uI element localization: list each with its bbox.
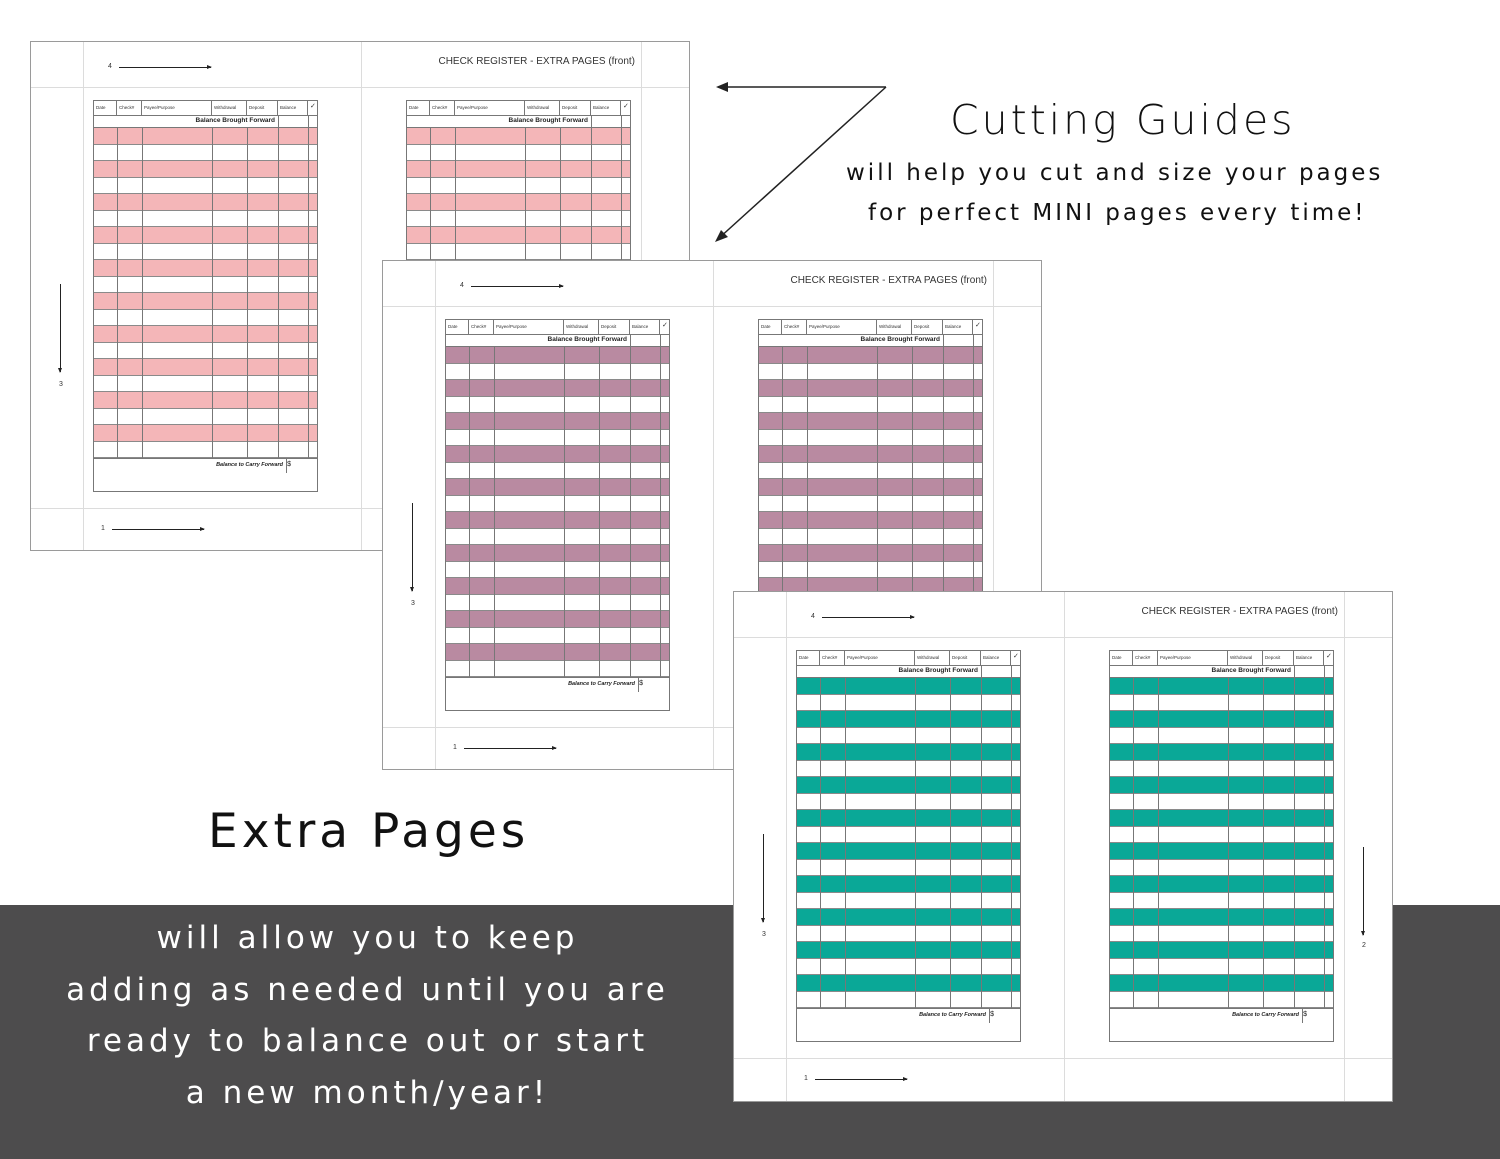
sheet-title: CHECK REGISTER - EXTRA PAGES (front) <box>1141 606 1338 617</box>
column-divider <box>1011 678 1012 1008</box>
table-row <box>797 909 1020 926</box>
column-header: Deposit <box>1263 651 1294 665</box>
table-row <box>446 446 669 463</box>
balance-brought-forward-label: Balance Brought Forward <box>860 336 940 343</box>
table-row <box>759 380 982 397</box>
table-row <box>94 194 317 211</box>
column-header: Withdrawal <box>915 651 950 665</box>
column-header: Date <box>407 101 430 115</box>
table-row <box>94 310 317 327</box>
column-divider <box>981 678 982 1008</box>
table-row <box>1110 992 1333 1009</box>
column-header: Check# <box>820 651 845 665</box>
table-row <box>1110 909 1333 926</box>
column-header: ✓ <box>1013 653 1019 660</box>
page-marker-bottom: 1 <box>804 1075 808 1082</box>
table-row <box>797 926 1020 943</box>
table-row <box>94 178 317 195</box>
column-header: Date <box>446 320 469 334</box>
table-row <box>446 380 669 397</box>
column-divider <box>950 678 951 1008</box>
register-table <box>93 100 318 492</box>
register-rows <box>1110 678 1333 1008</box>
table-row <box>446 347 669 364</box>
arrow-down-icon <box>1363 847 1364 935</box>
cut-guide <box>435 261 436 769</box>
column-header: Deposit <box>950 651 981 665</box>
column-header: Payee/Purpose <box>455 101 525 115</box>
register-rows <box>797 678 1020 1008</box>
sheet-teal <box>733 591 1393 1102</box>
table-row <box>1110 695 1333 712</box>
table-row <box>94 326 317 343</box>
balance-brought-forward-label: Balance Brought Forward <box>547 336 627 343</box>
table-row <box>94 409 317 426</box>
column-divider <box>630 347 631 677</box>
column-header: Withdrawal <box>877 320 912 334</box>
extra-pages-line-4: a new month/year! <box>185 1075 550 1111</box>
table-row <box>94 128 317 145</box>
table-row <box>407 227 630 244</box>
register-table <box>445 319 670 711</box>
column-header: Payee/Purpose <box>807 320 877 334</box>
arrow-right-icon <box>119 67 211 68</box>
column-divider <box>1133 678 1134 1008</box>
column-divider <box>1228 678 1229 1008</box>
column-header: Date <box>94 101 117 115</box>
balance-carry-forward-row <box>446 677 669 692</box>
table-row <box>1110 810 1333 827</box>
page-marker-bottom: 1 <box>453 744 457 751</box>
table-row <box>407 194 630 211</box>
column-divider <box>117 128 118 458</box>
cut-guide <box>1064 592 1065 1101</box>
table-row <box>759 479 982 496</box>
table-row <box>797 711 1020 728</box>
table-row <box>759 430 982 447</box>
currency-symbol: $ <box>287 461 291 468</box>
register-header <box>94 101 317 116</box>
register-rows <box>446 347 669 677</box>
column-header: Date <box>797 651 820 665</box>
table-row <box>446 397 669 414</box>
page-marker-right: 2 <box>1362 942 1366 949</box>
table-row <box>1110 959 1333 976</box>
table-row <box>797 794 1020 811</box>
table-row <box>797 728 1020 745</box>
table-row <box>797 678 1020 695</box>
page-marker-bottom: 1 <box>101 525 105 532</box>
currency-symbol: $ <box>1303 1011 1307 1018</box>
balance-brought-forward-row <box>446 334 669 347</box>
column-header: Payee/Purpose <box>1158 651 1228 665</box>
column-header: Date <box>1110 651 1133 665</box>
table-row <box>94 359 317 376</box>
column-divider <box>142 128 143 458</box>
register-table <box>1109 650 1334 1042</box>
column-header: Deposit <box>247 101 278 115</box>
column-header: Balance <box>278 101 308 115</box>
arrow-down-icon <box>412 503 413 591</box>
table-row <box>94 211 317 228</box>
column-divider <box>599 347 600 677</box>
table-row <box>1110 794 1333 811</box>
cut-guide <box>83 42 84 550</box>
balance-carry-forward-label: Balance to Carry Forward <box>1232 1012 1299 1018</box>
column-divider <box>1158 678 1159 1008</box>
table-row <box>797 777 1020 794</box>
arrow-right-icon <box>471 286 563 287</box>
column-divider <box>1294 678 1295 1008</box>
column-divider <box>1324 678 1325 1008</box>
column-header: Payee/Purpose <box>494 320 564 334</box>
column-divider <box>915 678 916 1008</box>
table-row <box>94 145 317 162</box>
column-header: Payee/Purpose <box>142 101 212 115</box>
balance-brought-forward-label: Balance Brought Forward <box>508 117 588 124</box>
table-row <box>797 695 1020 712</box>
column-divider <box>494 347 495 677</box>
column-header: Deposit <box>599 320 630 334</box>
balance-carry-forward-row <box>94 458 317 473</box>
table-row <box>797 876 1020 893</box>
cut-guide <box>361 42 362 550</box>
table-row <box>759 463 982 480</box>
register-header <box>446 320 669 335</box>
balance-carry-forward-label: Balance to Carry Forward <box>919 1012 986 1018</box>
table-row <box>446 644 669 661</box>
column-header: ✓ <box>975 322 981 329</box>
table-row <box>407 178 630 195</box>
table-row <box>94 425 317 442</box>
column-header: ✓ <box>310 103 316 110</box>
table-row <box>797 860 1020 877</box>
table-row <box>94 376 317 393</box>
column-header: Deposit <box>912 320 943 334</box>
table-row <box>759 413 982 430</box>
extra-pages-line-1: will allow you to keep <box>156 920 579 956</box>
table-row <box>407 145 630 162</box>
table-row <box>446 595 669 612</box>
register-header <box>759 320 982 335</box>
currency-symbol: $ <box>639 680 643 687</box>
column-divider <box>212 128 213 458</box>
column-header: Withdrawal <box>525 101 560 115</box>
table-row <box>94 343 317 360</box>
table-row <box>1110 926 1333 943</box>
column-header: Check# <box>117 101 142 115</box>
table-row <box>797 827 1020 844</box>
cut-guide <box>786 592 787 1101</box>
table-row <box>1110 827 1333 844</box>
table-row <box>1110 942 1333 959</box>
table-row <box>759 496 982 513</box>
column-header: ✓ <box>623 103 629 110</box>
table-row <box>446 430 669 447</box>
table-row <box>797 959 1020 976</box>
arrowhead-icon <box>716 82 728 92</box>
column-header: Balance <box>591 101 621 115</box>
table-row <box>759 512 982 529</box>
column-divider <box>278 128 279 458</box>
extra-pages-line-2: adding as needed until you are <box>66 972 669 1008</box>
balance-brought-forward-row <box>759 334 982 347</box>
table-row <box>797 761 1020 778</box>
table-row <box>1110 876 1333 893</box>
table-row <box>94 277 317 294</box>
table-row <box>759 397 982 414</box>
table-row <box>797 942 1020 959</box>
table-row <box>446 496 669 513</box>
table-row <box>1110 678 1333 695</box>
column-header: ✓ <box>662 322 668 329</box>
table-row <box>797 893 1020 910</box>
column-header: Check# <box>430 101 455 115</box>
table-row <box>759 545 982 562</box>
table-row <box>1110 728 1333 745</box>
table-row <box>759 562 982 579</box>
balance-brought-forward-row <box>797 665 1020 678</box>
table-row <box>407 244 630 261</box>
table-row <box>759 446 982 463</box>
balance-brought-forward-row <box>94 115 317 128</box>
table-row <box>446 364 669 381</box>
table-row <box>797 992 1020 1009</box>
table-row <box>797 843 1020 860</box>
cut-guide <box>1344 592 1345 1101</box>
arrow-right-icon <box>822 617 914 618</box>
table-row <box>446 562 669 579</box>
table-row <box>759 364 982 381</box>
table-row <box>1110 860 1333 877</box>
table-row <box>446 512 669 529</box>
cut-guide <box>734 637 1392 638</box>
currency-symbol: $ <box>990 1011 994 1018</box>
cutting-guides-title: Cutting Guides <box>950 96 1296 144</box>
arrow-right-icon <box>112 529 204 530</box>
table-row <box>446 463 669 480</box>
cut-guide <box>31 87 689 88</box>
page-marker-left: 3 <box>411 600 415 607</box>
column-divider <box>564 347 565 677</box>
cutting-guides-line-1: will help you cut and size your pages <box>846 160 1384 186</box>
column-divider <box>845 678 846 1008</box>
table-row <box>94 392 317 409</box>
table-row <box>94 161 317 178</box>
table-row <box>797 975 1020 992</box>
table-row <box>446 413 669 430</box>
arrow-right-icon <box>464 748 556 749</box>
cutting-guides-line-2: for perfect MINI pages every time! <box>868 200 1367 226</box>
column-header: Balance <box>981 651 1011 665</box>
table-row <box>94 293 317 310</box>
register-rows <box>94 128 317 458</box>
arrow-down-icon <box>60 284 61 372</box>
extra-pages-title: Extra Pages <box>208 804 530 859</box>
table-row <box>446 479 669 496</box>
balance-carry-forward-label: Balance to Carry Forward <box>568 681 635 687</box>
table-row <box>1110 761 1333 778</box>
table-row <box>797 744 1020 761</box>
table-row <box>407 161 630 178</box>
table-row <box>94 260 317 277</box>
balance-carry-forward-label: Balance to Carry Forward <box>216 462 283 468</box>
register-table <box>796 650 1021 1042</box>
column-divider <box>820 678 821 1008</box>
table-row <box>94 442 317 459</box>
column-divider <box>660 347 661 677</box>
balance-brought-forward-label: Balance Brought Forward <box>898 667 978 674</box>
table-row <box>94 244 317 261</box>
table-row <box>1110 975 1333 992</box>
column-divider <box>1263 678 1264 1008</box>
table-row <box>407 128 630 145</box>
page-marker-top: 4 <box>108 63 112 70</box>
table-row <box>1110 744 1333 761</box>
register-header <box>407 101 630 116</box>
column-header: Check# <box>1133 651 1158 665</box>
column-header: Withdrawal <box>564 320 599 334</box>
page-marker-left: 3 <box>762 931 766 938</box>
balance-carry-forward-row <box>797 1008 1020 1023</box>
column-header: Withdrawal <box>212 101 247 115</box>
column-divider <box>469 347 470 677</box>
table-row <box>797 810 1020 827</box>
page-marker-left: 3 <box>59 381 63 388</box>
column-divider <box>247 128 248 458</box>
balance-carry-forward-row <box>1110 1008 1333 1023</box>
table-row <box>1110 777 1333 794</box>
table-row <box>1110 711 1333 728</box>
table-row <box>407 211 630 228</box>
table-row <box>1110 843 1333 860</box>
column-header: Balance <box>1294 651 1324 665</box>
table-row <box>446 628 669 645</box>
table-row <box>446 529 669 546</box>
column-header: Balance <box>630 320 660 334</box>
table-row <box>94 227 317 244</box>
table-row <box>446 611 669 628</box>
cut-guide <box>383 306 1041 307</box>
extra-pages-line-3: ready to balance out or start <box>86 1023 649 1059</box>
table-row <box>1110 893 1333 910</box>
table-row <box>446 578 669 595</box>
arrow-right-icon <box>815 1079 907 1080</box>
column-header: Balance <box>943 320 973 334</box>
column-header: Deposit <box>560 101 591 115</box>
register-header <box>797 651 1020 666</box>
sheet-title: CHECK REGISTER - EXTRA PAGES (front) <box>438 56 635 67</box>
balance-brought-forward-row <box>1110 665 1333 678</box>
column-header: Date <box>759 320 782 334</box>
balance-brought-forward-row <box>407 115 630 128</box>
table-row <box>446 545 669 562</box>
sheet-title: CHECK REGISTER - EXTRA PAGES (front) <box>790 275 987 286</box>
column-header: Payee/Purpose <box>845 651 915 665</box>
balance-brought-forward-label: Balance Brought Forward <box>195 117 275 124</box>
cut-guide <box>713 261 714 769</box>
page-marker-top: 4 <box>811 613 815 620</box>
column-divider <box>308 128 309 458</box>
column-header: Check# <box>469 320 494 334</box>
cut-guide <box>734 1058 1392 1059</box>
table-row <box>759 347 982 364</box>
register-header <box>1110 651 1333 666</box>
arrow-down-icon <box>763 834 764 922</box>
balance-brought-forward-label: Balance Brought Forward <box>1211 667 1291 674</box>
column-header: Withdrawal <box>1228 651 1263 665</box>
page-marker-top: 4 <box>460 282 464 289</box>
column-header: ✓ <box>1326 653 1332 660</box>
arrowhead-icon <box>715 230 728 242</box>
table-row <box>759 529 982 546</box>
column-header: Check# <box>782 320 807 334</box>
table-row <box>446 661 669 678</box>
